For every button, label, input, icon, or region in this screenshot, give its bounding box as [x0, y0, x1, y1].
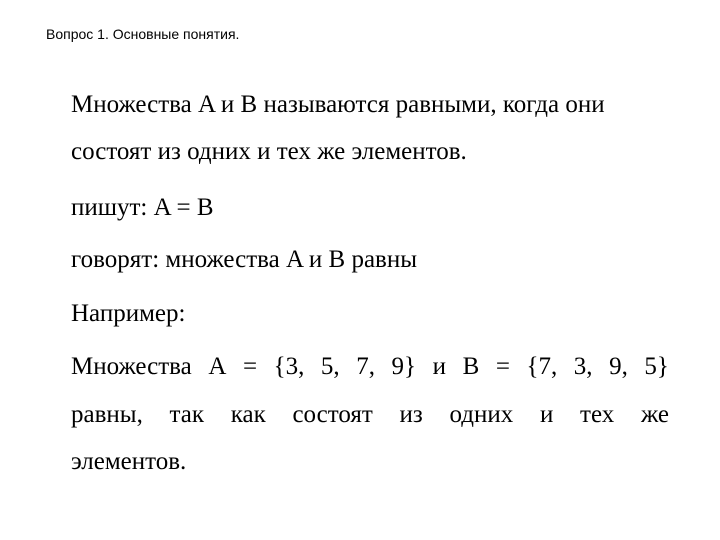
example-conclusion-end: элементов.: [71, 448, 187, 475]
example-word: 3,: [573, 353, 593, 380]
reading-line: говорят: множества A и B равны: [71, 246, 418, 273]
slide-title: Вопрос 1. Основные понятия.: [46, 26, 240, 42]
conclusion-word: из: [399, 401, 423, 428]
conclusion-word: состоят: [292, 401, 373, 428]
example-word: {3,: [273, 353, 305, 380]
example-word: {7,: [526, 353, 558, 380]
conclusion-word: и: [539, 401, 554, 428]
example-word: Множества: [71, 353, 192, 380]
example-word: 9,: [609, 353, 628, 380]
conclusion-word: так: [169, 401, 205, 428]
conclusion-word: тех: [580, 401, 615, 428]
definition-line-2: состоят из одних и тех же элементов.: [71, 138, 467, 165]
example-word: =: [242, 353, 258, 380]
example-word: A: [208, 353, 227, 380]
definition-line-1: Множества A и B называются равными, когда они: [71, 91, 605, 118]
example-word: 9}: [391, 353, 417, 380]
conclusion-word: как: [230, 401, 266, 428]
example-sets-line: [71, 352, 669, 382]
example-word: =: [495, 353, 510, 380]
conclusion-word: же: [640, 401, 669, 428]
conclusion-word: одних: [449, 401, 514, 428]
example-conclusion-line: [71, 400, 669, 430]
conclusion-word: равны,: [71, 401, 143, 428]
example-word: 5,: [320, 353, 340, 380]
example-word: и: [432, 353, 446, 380]
example-word: 5}: [644, 353, 669, 380]
example-word: B: [462, 353, 480, 380]
notation-line: пишут: A = B: [71, 194, 214, 221]
example-word: 7,: [356, 353, 375, 380]
example-heading: Например:: [71, 300, 186, 327]
